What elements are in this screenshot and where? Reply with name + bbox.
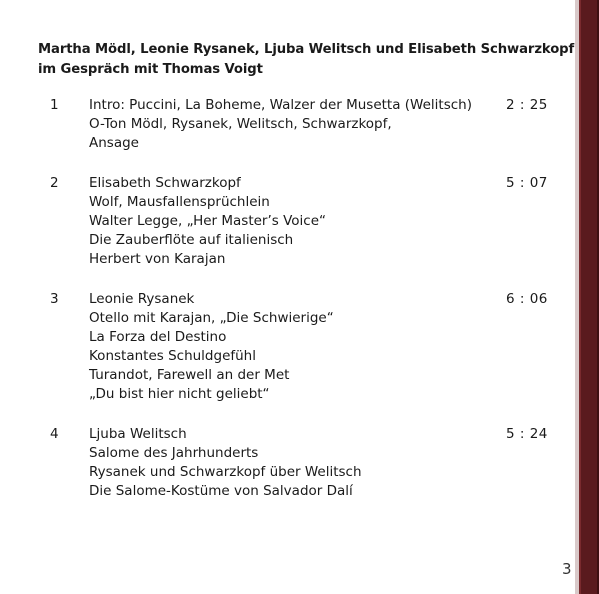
track-line: Ljuba Welitsch (89, 426, 187, 442)
track-line: Otello mit Karajan, „Die Schwierige“ (89, 310, 334, 326)
track-line: O-Ton Mödl, Rysanek, Welitsch, Schwarzkopf, (89, 116, 392, 132)
track-line: Elisabeth Schwarzkopf (89, 175, 241, 191)
track-item (0, 425, 575, 501)
track-line: Leonie Rysanek (89, 291, 195, 307)
track-line: Rysanek und Schwarzkopf über Welitsch (89, 464, 362, 480)
track-duration: 5 : 07 (506, 175, 548, 191)
track-line: Herbert von Karajan (89, 251, 226, 267)
track-line: Intro: Puccini, La Boheme, Walzer der Musetta (Welitsch) (89, 97, 472, 113)
page-number: 3 (562, 560, 572, 578)
track-line: La Forza del Destino (89, 329, 227, 345)
track-line: Die Salome-Kostüme von Salvador Dalí (89, 483, 353, 499)
track-description (89, 174, 575, 269)
track-duration: 6 : 06 (506, 291, 548, 307)
header-line-2: im Gespräch mit Thomas Voigt (38, 62, 263, 77)
track-description (89, 290, 575, 404)
track-line: Die Zauberflöte auf italienisch (89, 232, 294, 248)
track-line: „Du bist hier nicht geliebt“ (89, 386, 270, 402)
track-line: Turandot, Farewell an der Met (89, 367, 290, 383)
track-line: Wolf, Mausfallensprüchlein (89, 194, 270, 210)
track-number: 4 (50, 426, 59, 442)
track-duration: 5 : 24 (506, 426, 548, 442)
track-description (89, 96, 575, 153)
track-number: 1 (50, 97, 59, 113)
track-line: Ansage (89, 135, 139, 151)
booklet-spine (579, 0, 599, 594)
track-item (0, 290, 575, 404)
track-line: Konstantes Schuldgefühl (89, 348, 256, 364)
track-list (0, 96, 575, 522)
track-number: 2 (50, 175, 59, 191)
track-item (0, 174, 575, 269)
track-item (0, 96, 575, 153)
header-line-1: Martha Mödl, Leonie Rysanek, Ljuba Welitsch und Elisabeth Schwarzkopf (38, 42, 575, 57)
track-line: Walter Legge, „Her Master’s Voice“ (89, 213, 327, 229)
track-description (89, 425, 575, 501)
page-header (38, 40, 578, 80)
track-duration: 2 : 25 (506, 97, 548, 113)
track-line: Salome des Jahrhunderts (89, 445, 259, 461)
track-number: 3 (50, 291, 59, 307)
